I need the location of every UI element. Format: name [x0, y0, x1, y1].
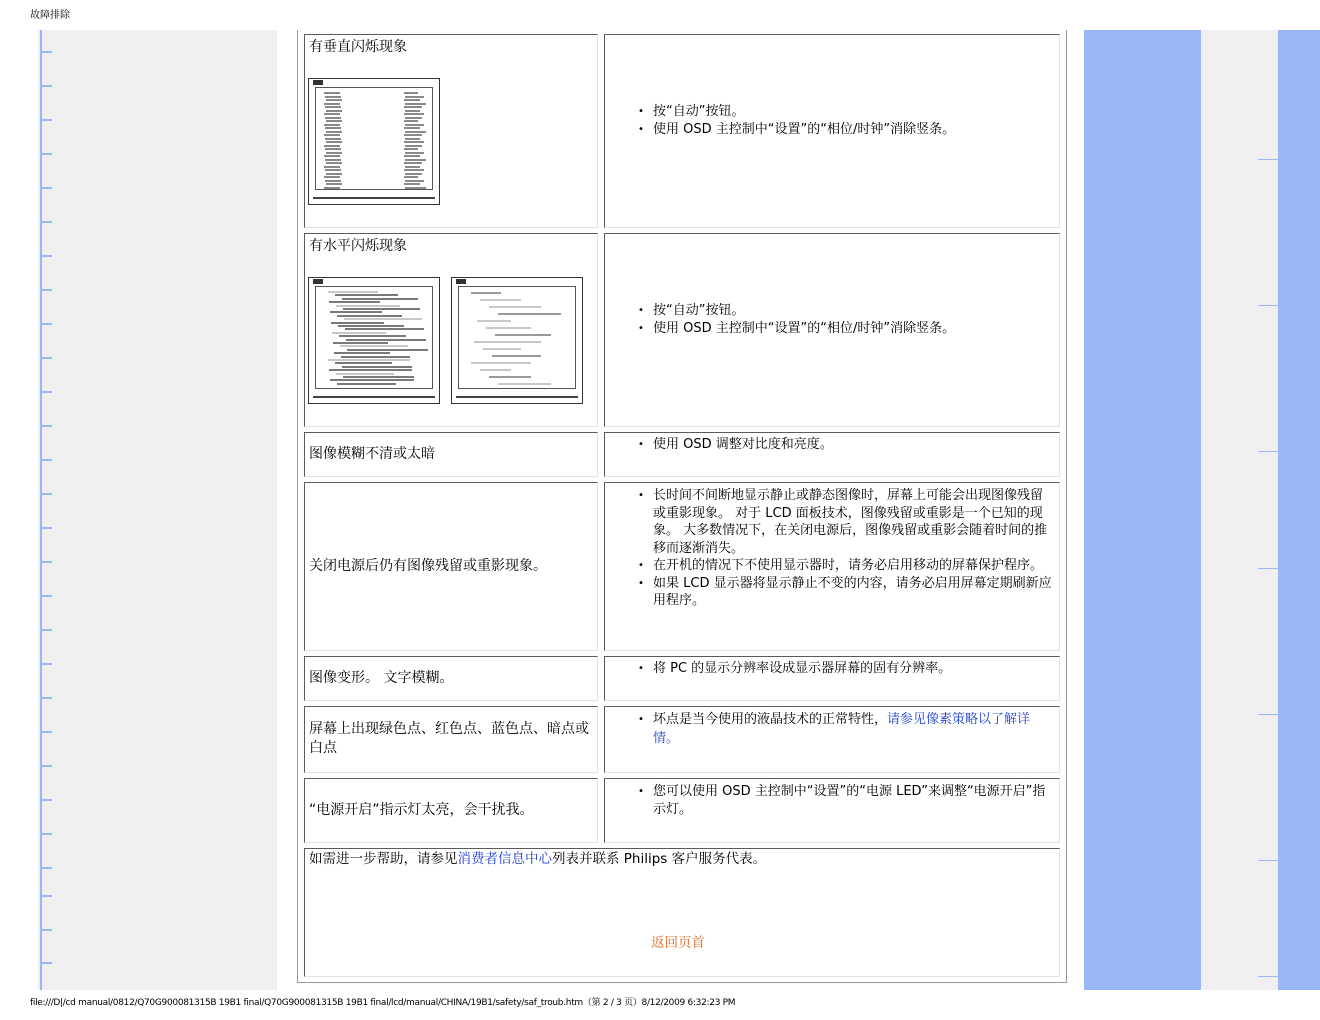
flicker-bar [325, 127, 341, 129]
problem-text: 屏幕上出现绿色点、红色点、蓝色点、暗点或白点 [309, 721, 589, 756]
flicker-bar [342, 366, 412, 368]
nav-tick[interactable] [42, 731, 52, 733]
right-tick [1258, 305, 1278, 306]
solution-list [637, 783, 1053, 818]
left-nav-column [38, 30, 277, 990]
nav-tick[interactable] [42, 51, 52, 53]
problem-cell [304, 233, 598, 427]
flicker-bar [404, 106, 422, 108]
nav-tick[interactable] [42, 929, 52, 931]
flicker-bar [345, 328, 424, 330]
problem-text: 关闭电源后仍有图像残留或重影现象。 [309, 558, 547, 574]
problem-cell [304, 432, 598, 477]
flicker-bar [404, 162, 422, 164]
pixel-policy-link[interactable]: 请参见像素策略以了解详情。 [653, 712, 1031, 746]
solution-list [637, 436, 1053, 454]
flicker-bar [405, 159, 426, 161]
nav-tick[interactable] [42, 357, 52, 359]
problem-text: “电源开启”指示灯太亮，会干扰我。 [309, 802, 534, 818]
flicker-bar [325, 106, 341, 108]
flicker-bar [346, 339, 426, 341]
nav-tick[interactable] [42, 85, 52, 87]
flicker-bar [405, 124, 424, 126]
flicker-bar [334, 352, 390, 354]
flicker-bar [332, 332, 386, 334]
flicker-bar [342, 298, 418, 300]
nav-tick[interactable] [42, 833, 52, 835]
problem-text: 图像变形。 文字模糊。 [309, 670, 454, 686]
problem-cell [304, 778, 598, 843]
problem-cell [304, 482, 598, 651]
nav-tick[interactable] [42, 153, 52, 155]
flicker-bar [330, 311, 382, 313]
flicker-bar [404, 169, 424, 171]
nav-tick[interactable] [42, 391, 52, 393]
help-cell [304, 848, 1060, 977]
flicker-bar [404, 113, 424, 115]
nav-tick[interactable] [42, 255, 52, 257]
right-tick [1258, 714, 1278, 715]
nav-tick[interactable] [42, 493, 52, 495]
flicker-bar [405, 187, 426, 189]
flicker-bar [333, 342, 388, 344]
flicker-bar [328, 291, 378, 293]
flicker-bar [324, 134, 340, 136]
solution-cell [604, 778, 1060, 843]
flicker-bar [324, 176, 340, 178]
problem-cell [304, 706, 598, 773]
flicker-bar [325, 148, 341, 150]
solution-cell [604, 432, 1060, 477]
solution-item: • 使用 OSD 调整对比度和亮度。 [653, 436, 1053, 454]
flicker-bar [489, 306, 541, 308]
flicker-bar [405, 110, 420, 112]
flicker-bar [404, 148, 418, 150]
flicker-bar [404, 134, 422, 136]
flicker-bar [326, 173, 342, 175]
nav-tick[interactable] [42, 187, 52, 189]
monitor-logo-icon [456, 279, 466, 284]
flicker-bar [404, 183, 420, 185]
nav-tick[interactable] [42, 629, 52, 631]
flicker-bar [325, 117, 341, 119]
flicker-bar [326, 152, 342, 154]
flicker-bar [337, 315, 402, 317]
flicker-bar [326, 162, 342, 164]
monitor-logo-icon [313, 279, 323, 284]
problem-text: 有垂直闪烁现象 [309, 39, 407, 55]
solution-item: • 您可以使用 OSD 主控制中“设置”的“电源 LED”来调整“电源开启”指示灯。 [653, 783, 1053, 818]
flicker-bar [405, 117, 422, 119]
nav-tick[interactable] [42, 765, 52, 767]
flicker-bar [325, 169, 341, 171]
solution-list [637, 710, 1053, 748]
flicker-bar [324, 145, 340, 147]
flicker-bar [471, 292, 501, 294]
flicker-bar [326, 183, 342, 185]
solution-text: 坏点是当今使用的液晶技术的正常特性， [653, 712, 888, 727]
solution-item: • 按“自动”按钮。 [653, 103, 1053, 121]
flicker-bar [338, 325, 404, 327]
flicker-bar [405, 103, 426, 105]
nav-tick[interactable] [42, 697, 52, 699]
flicker-bar [335, 294, 398, 296]
flicker-bar [337, 383, 396, 385]
flicker-bar [404, 120, 418, 122]
flicker-bar [486, 327, 531, 329]
flicker-bar [324, 155, 340, 157]
flicker-bar [326, 99, 342, 101]
flicker-bar [339, 335, 406, 337]
flicker-bar [405, 138, 420, 140]
flicker-bar [495, 334, 551, 336]
flicker-bar [405, 96, 424, 98]
flicker-bar [326, 120, 342, 122]
vertical-flicker-illustration [308, 78, 440, 205]
solution-item [653, 710, 1053, 748]
nav-tick[interactable] [42, 962, 52, 964]
flicker-bar [330, 379, 414, 381]
flicker-bar [474, 341, 541, 343]
flicker-bar [489, 376, 531, 378]
problem-cell [304, 656, 598, 701]
solution-item: • 如果 LCD 显示器将显示静止不变的内容，请务必启用屏幕定期刷新应用程序。 [653, 575, 1053, 610]
flicker-bar [347, 349, 428, 351]
flicker-bar [404, 127, 420, 129]
solution-list [637, 660, 1053, 678]
right-tick [1258, 860, 1278, 861]
flicker-bar [477, 320, 511, 322]
solution-list [637, 487, 1053, 610]
flicker-bar [324, 124, 340, 126]
flicker-bar [325, 138, 341, 140]
flicker-bar [326, 141, 342, 143]
flicker-bar [492, 355, 541, 357]
flicker-bar [341, 356, 410, 358]
left-nav-rule [40, 30, 42, 990]
flicker-bar [325, 159, 341, 161]
solution-cell [604, 34, 1060, 228]
back-to-top-link[interactable]: 返回页首 [651, 935, 705, 951]
flicker-bar [336, 373, 394, 375]
right-blue-edge [1278, 30, 1320, 990]
solution-cell [604, 656, 1060, 701]
solution-cell [604, 233, 1060, 427]
solution-cell [604, 706, 1060, 773]
flicker-bar [405, 131, 426, 133]
nav-tick[interactable] [42, 459, 52, 461]
flicker-bar [404, 99, 420, 101]
troubleshooting-table [297, 30, 1067, 983]
flicker-bar [483, 348, 521, 350]
consumer-info-center-link[interactable]: 消费者信息中心 [457, 851, 552, 867]
help-text-after: 列表并联系 Philips 客户服务代表。 [552, 851, 767, 867]
flicker-bar [404, 141, 424, 143]
problem-text: 有水平闪烁现象 [309, 238, 407, 254]
flicker-bar [324, 113, 340, 115]
problem-text: 图像模糊不清或太暗 [309, 446, 435, 462]
flicker-bar [480, 299, 521, 301]
flicker-bar [329, 369, 412, 371]
flicker-bar [336, 305, 400, 307]
nav-tick[interactable] [42, 595, 52, 597]
flicker-bar [331, 322, 384, 324]
solution-item: • 在开机的情况下不使用显示器时，请务必启用移动的屏幕保护程序。 [653, 557, 1053, 575]
flicker-bar [405, 152, 424, 154]
solution-item: • 使用 OSD 主控制中“设置”的“相位/时钟”消除竖条。 [653, 121, 1053, 139]
monitor-logo-icon [313, 80, 323, 85]
flicker-bar [325, 96, 341, 98]
flicker-bar [329, 301, 380, 303]
solution-item: • 将 PC 的显示分辨率设成显示器屏幕的固有分辨率。 [653, 660, 1053, 678]
solution-item: • 使用 OSD 主控制中“设置”的“相位/时钟”消除竖条。 [653, 320, 1053, 338]
solution-cell [604, 482, 1060, 651]
flicker-bar [498, 383, 551, 385]
flicker-bar [405, 166, 420, 168]
nav-tick[interactable] [42, 323, 52, 325]
problem-cell [304, 34, 598, 228]
flicker-bar [343, 376, 414, 378]
flicker-bar [325, 180, 341, 182]
nav-tick[interactable] [42, 425, 52, 427]
right-tick [1258, 976, 1278, 977]
flicker-bar [404, 155, 420, 157]
right-blue-panel [1084, 30, 1201, 990]
nav-tick[interactable] [42, 289, 52, 291]
nav-tick[interactable] [42, 561, 52, 563]
solution-item: • 按“自动”按钮。 [653, 302, 1053, 320]
solution-list [637, 302, 1053, 337]
flicker-bar [326, 110, 342, 112]
flicker-bar [405, 145, 422, 147]
flicker-bar [326, 131, 342, 133]
nav-tick[interactable] [42, 799, 52, 801]
page-header-title: 故障排除 [30, 10, 70, 21]
flicker-bar [343, 308, 420, 310]
horizontal-flicker-illustration-light [451, 277, 583, 404]
horizontal-flicker-illustration [308, 277, 440, 404]
flicker-bar [404, 92, 418, 94]
flicker-bar [324, 103, 340, 105]
help-text-before: 如需进一步帮助，请参见 [309, 851, 458, 867]
right-tick [1258, 159, 1278, 160]
flicker-bar [480, 369, 511, 371]
flicker-bar [335, 362, 392, 364]
nav-tick[interactable] [42, 663, 52, 665]
flicker-bar [404, 176, 418, 178]
nav-tick[interactable] [42, 119, 52, 121]
footer-file-path: file:///D|/cd manual/0812/Q70G900081315B 19B1 final/Q70G900081315B 19B1 final/lcd/manual/CHINA/19B1/safety/saf_troub.htm（第 2 / 3 页）8/12/2009 6:32:23 PM [30, 998, 736, 1008]
right-tick [1258, 568, 1278, 569]
nav-tick[interactable] [42, 895, 52, 897]
nav-tick[interactable] [42, 221, 52, 223]
flicker-bar [405, 173, 422, 175]
flicker-bar [344, 318, 422, 320]
flicker-bar [324, 166, 340, 168]
right-gray-panel [1201, 30, 1278, 990]
flicker-bar [471, 362, 531, 364]
flicker-bar [498, 313, 561, 315]
nav-tick[interactable] [42, 867, 52, 869]
flicker-bar [324, 187, 340, 189]
flicker-bar [324, 92, 340, 94]
solution-list [637, 103, 1053, 138]
nav-tick[interactable] [42, 527, 52, 529]
solution-item: • 长时间不间断地显示静止或静态图像时，屏幕上可能会出现图像残留或重影现象。 对于 LCD 面板技术，图像残留或重影是一个已知的现象。 大多数情况下，在关闭电源后，图像残留或重影会随着时间的推移而逐渐消失。 [653, 487, 1053, 557]
flicker-bar [328, 359, 410, 361]
help-text [309, 850, 766, 869]
flicker-bar [405, 180, 424, 182]
flicker-bar [340, 345, 408, 347]
right-tick [1258, 451, 1278, 452]
